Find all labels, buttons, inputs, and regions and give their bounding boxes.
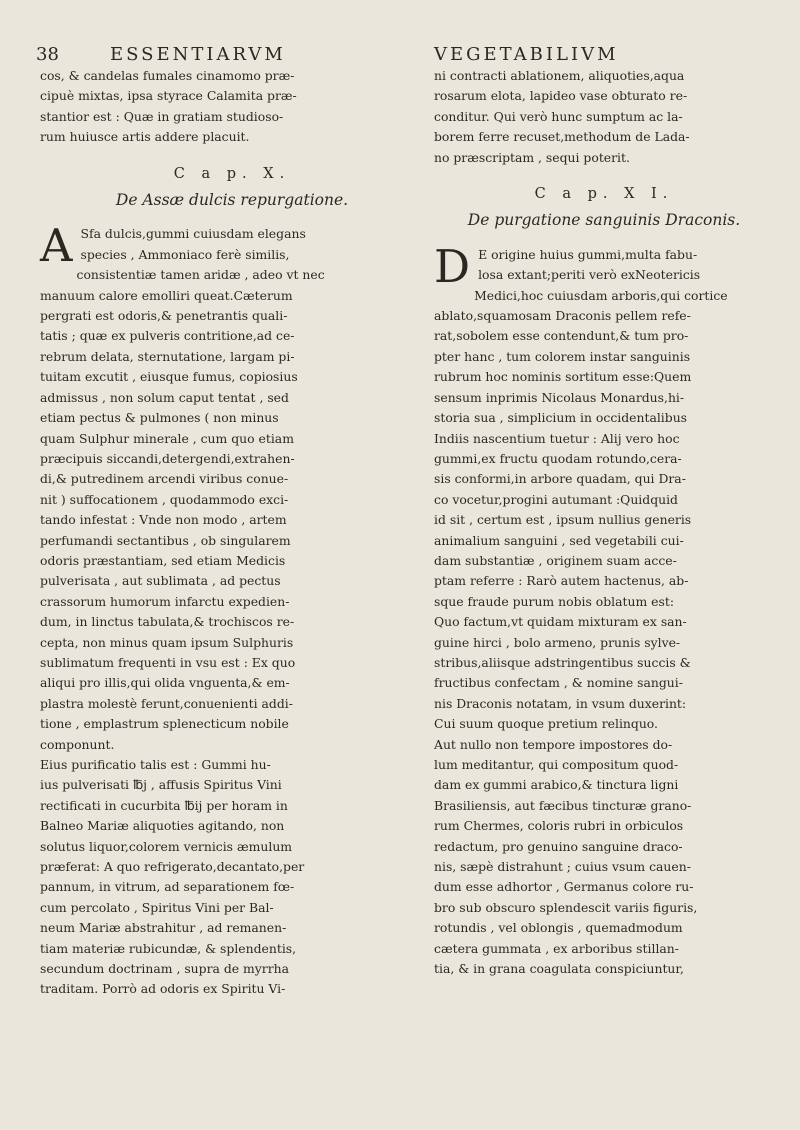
text-line: Eius purificatio talis est : Gummi hu- — [40, 757, 271, 772]
text-line: co vocetur,progini autumant :Quidquid — [434, 491, 678, 507]
text-line: Indiis nascentium tuetur : Alij vero hoc — [434, 430, 680, 446]
text-line: ablato,squamosam Draconis pellem refe- — [434, 308, 691, 324]
text-line: Cui suum quoque pretium relinquo. — [434, 716, 658, 732]
text-line: lum meditantur, qui compositum quod- — [434, 757, 679, 772]
text-line: etiam pectus & pulmones ( non minus — [40, 410, 279, 426]
text-line: tiam materiæ rubicundæ, & splendentis, — [40, 940, 297, 956]
text-line: ius pulverisati ℔j , affusis Spiritus Vini — [40, 777, 282, 793]
text-line: cepta, non minus quam ipsum Sulphuris — [40, 634, 294, 650]
text-line: admissus , non solum caput tentat , sed — [40, 389, 289, 405]
text-line: borem ferre recuset,methodum de Lada- — [434, 129, 690, 145]
text-line: nis Draconis notatam, in vsum duxerint: — [434, 695, 687, 711]
right-body-text — [434, 286, 774, 980]
text-line: solutus liquor,colorem vernicis æmulum — [40, 838, 293, 854]
text-line: tuitam excutit , eiusque fumus, copiosius — [40, 369, 298, 385]
text-line: consistentiæ tamen aridæ , adeo vt nec — [76, 267, 325, 283]
text-line: stribus,aliisque adstringentibus succis & — [434, 654, 691, 670]
running-head-right: VEGETABILIVM — [434, 44, 619, 65]
text-line: tia, & in grana coagulata conspiciuntur, — [434, 961, 684, 977]
running-head-left-text: ESSENTIARVM — [110, 44, 286, 65]
text-line: cum percolato , Spiritus Vini per Bal- — [40, 899, 274, 915]
text-line: Balneo Mariæ aliquoties agitando, non — [40, 818, 285, 834]
text-line: præferat: A quo refrigerato,decantato,per — [40, 859, 305, 875]
opening-lines — [40, 219, 424, 273]
text-line: rebrum delata, sternutatione, largam pi- — [40, 348, 295, 364]
text-line: neum Mariæ abstrahitur , ad remanen- — [40, 920, 287, 936]
text-line: pter hanc , tum colorem instar sanguinis — [434, 348, 691, 364]
text-line: odoris præstantiam, sed etiam Medicis — [40, 552, 286, 568]
text-line: stantior est : Quæ in gratiam studioso- — [40, 108, 284, 124]
text-line: rum huiusce artis addere placuit. — [40, 129, 250, 145]
text-line: nit ) suffocationem , quodammodo exci- — [40, 491, 289, 507]
text-line: traditam. Porrò ad odoris ex Spiritu Vi- — [40, 981, 286, 997]
text-line: pulverisata , aut sublimata , ad pectus — [40, 573, 281, 589]
text-line: guine hirci , bolo armeno, prunis sylve- — [434, 634, 681, 650]
text-line: fructibus confectam , & nomine sangui- — [434, 675, 683, 691]
text-line: bro sub obscuro splendescit variis figuris, — [434, 899, 698, 915]
left-body-text — [40, 265, 424, 1000]
opening-lines — [434, 239, 774, 293]
text-line: pannum, in vitrum, ad separationem fœ- — [40, 879, 295, 895]
text-line: præcipuis siccandi,detergendi,extrahen- — [40, 450, 295, 466]
text-line: di,& putredinem arcendi viribus conue- — [40, 471, 289, 487]
text-line: secundum doctrinam , supra de myrrha — [40, 961, 290, 977]
right-intro-text — [434, 66, 774, 168]
left-column — [40, 66, 424, 1000]
text-line: sublimatum frequenti in vsu est : Ex quo — [40, 654, 296, 670]
text-line: quam Sulphur minerale , cum quo etiam — [40, 430, 294, 446]
text-line: Aut nullo non tempore impostores do- — [434, 736, 673, 752]
text-line: rosarum elota, lapideo vase obturato re- — [434, 88, 688, 104]
text-line: crassorum humorum infarctu expedien- — [40, 593, 290, 609]
running-head-left — [36, 44, 426, 65]
text-line: dam ex gummi arabico,& tinctura ligni — [434, 777, 679, 793]
chapter-x-title: De Assæ dulcis repurgatione. — [115, 191, 349, 210]
text-line: id sit , certum est , ipsum nullius generis — [434, 512, 692, 528]
text-line: sis conformi,in arbore quadam, qui Dra- — [434, 471, 686, 487]
drop-cap: D — [434, 239, 471, 293]
text-line: sque fraude purum nobis oblatum est: — [434, 593, 674, 609]
text-line: rubrum hoc nominis sortitum esse:Quem — [434, 369, 692, 385]
text-line: cos, & candelas fumales cinamomo præ- — [40, 68, 295, 83]
text-line: redactum, pro genuino sanguine draco- — [434, 838, 683, 854]
chapter-xi-label: C a p. X I. — [534, 186, 674, 203]
text-line: conditur. Qui verò hunc sumptum ac la- — [434, 108, 683, 124]
text-line: E origine huius gummi,multa fabu- — [478, 246, 698, 262]
text-line: manuum calore emolliri queat.Cæterum — [40, 287, 293, 303]
text-line: no præscriptam , sequi poterit. — [434, 149, 630, 165]
text-line: rum Chermes, coloris rubri in orbiculos — [434, 818, 684, 834]
drop-cap: A — [40, 219, 73, 273]
left-intro-text — [40, 66, 424, 148]
text-line: rat,sobolem esse contendunt,& tum pro- — [434, 328, 689, 344]
text-line: aliqui pro illis,qui olida vnguenta,& em- — [40, 675, 290, 691]
right-column — [434, 66, 774, 979]
text-line: cætera gummata , ex arboribus stillan- — [434, 940, 679, 956]
text-line: tatis ; quæ ex pulveris contritione,ad ce- — [40, 328, 295, 344]
text-line: plastra molestè ferunt,conuenienti addi- — [40, 695, 293, 711]
text-line: Quo factum,vt quidam mixturam ex san- — [434, 614, 687, 630]
chapter-xi-opening — [434, 239, 774, 293]
text-line: Sfa dulcis,gummi cuiusdam elegans — [80, 226, 306, 242]
text-line: sensum inprimis Nicolaus Monardus,hi- — [434, 389, 685, 405]
text-line: pergrati est odoris,& penetrantis quali- — [40, 308, 288, 324]
text-line: dam substantiæ , originem suam acce- — [434, 552, 677, 568]
text-line: cipuè mixtas, ipsa styrace Calamita præ- — [40, 88, 297, 104]
text-line: rotundis , vel oblongis , quemadmodum — [434, 920, 683, 936]
text-line: rectificati in cucurbita ℔ij per horam in — [40, 797, 288, 813]
text-line: dum esse adhortor , Germanus colore ru- — [434, 879, 694, 895]
text-line: ni contracti ablationem, aliquoties,aqua — [434, 68, 685, 83]
text-line: dum, in linctus tabulata,& trochiscos re- — [40, 614, 295, 630]
text-line: componunt. — [40, 736, 115, 752]
text-line: perfumandi sectantibus , ob singularem — [40, 532, 291, 548]
text-line: animalium sanguini , sed vegetabili cui- — [434, 532, 684, 548]
text-line: gummi,ex fructu quodam rotundo,cera- — [434, 450, 682, 466]
text-line: species , Ammoniaco ferè similis, — [80, 246, 290, 262]
page-number: 38 — [36, 44, 59, 65]
chapter-x-label: C a p. X. — [173, 165, 291, 182]
text-line: storia sua , simplicium in occidentalibus — [434, 410, 688, 426]
text-line: nis, sæpè distrahunt ; cuius vsum cauen- — [434, 859, 691, 875]
chapter-x-opening — [40, 219, 424, 273]
chapter-xi-title: De purgatione sanguinis Draconis. — [467, 211, 741, 230]
text-line: Brasiliensis, aut fæcibus tincturæ grano- — [434, 797, 692, 813]
text-line: Medici,hoc cuiusdam arboris,qui cortice — [474, 287, 728, 303]
text-line: ptam referre : Rarò autem hactenus, ab- — [434, 573, 689, 589]
text-line: losa extant;periti verò exNeotericis — [478, 267, 701, 283]
text-line: tando infestat : Vnde non modo , artem — [40, 512, 287, 528]
text-line: tione , emplastrum splenecticum nobile — [40, 716, 289, 732]
